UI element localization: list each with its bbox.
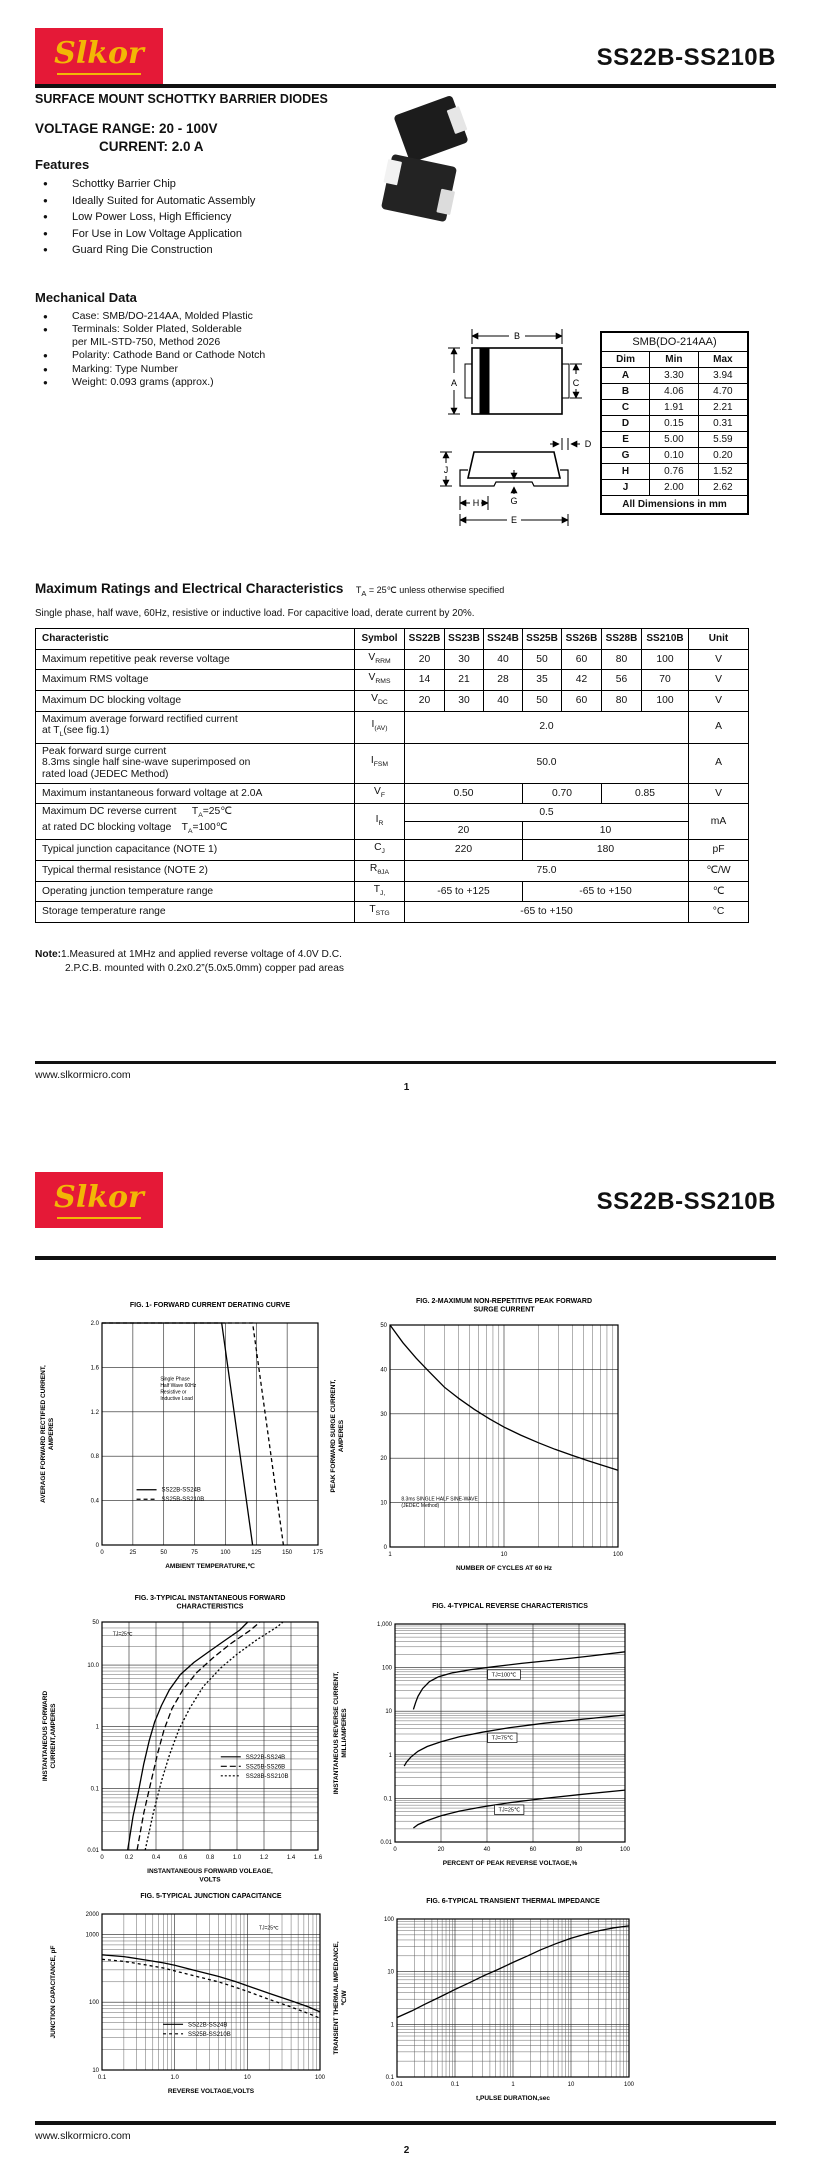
ratings-cell: 0.85 xyxy=(602,783,689,804)
ratings-cell: 70 xyxy=(642,670,689,691)
svg-text:TJ=100℃: TJ=100℃ xyxy=(491,1672,517,1679)
ratings-cell: Maximum DC blocking voltage xyxy=(36,690,355,711)
note-2: 2.P.C.B. mounted with 0.2x0.2”(5.0x5.0mm) copper pad areas xyxy=(65,963,344,974)
svg-text:50: 50 xyxy=(380,1323,387,1329)
dim-col-header: Min xyxy=(650,352,699,368)
svg-text:50: 50 xyxy=(92,1620,99,1626)
mechanical-data-list xyxy=(38,310,368,390)
ratings-cell: 180 xyxy=(523,840,689,861)
svg-text:8.3ms SINGLE HALF SINE-WAVE: 8.3ms SINGLE HALF SINE-WAVE xyxy=(401,1496,478,1503)
ratings-cell: Maximum RMS voltage xyxy=(36,670,355,691)
svg-text:0.01: 0.01 xyxy=(380,1840,392,1846)
svg-text:50: 50 xyxy=(160,1550,168,1556)
ratings-row xyxy=(36,690,749,711)
svg-text:100: 100 xyxy=(619,1847,631,1853)
note-1: 1.Measured at 1MHz and applied reverse voltage of 4.0V D.C. xyxy=(61,949,342,960)
ratings-cell: $V_F$ xyxy=(355,783,405,804)
svg-text:0.1: 0.1 xyxy=(90,1786,99,1793)
svg-text:INSTANTANEOUS FORWARD VOLEAGE,: INSTANTANEOUS FORWARD VOLEAGE, xyxy=(147,1868,273,1875)
svg-text:20: 20 xyxy=(437,1847,445,1853)
ratings-cell: 30 xyxy=(445,690,484,711)
svg-text:1,000: 1,000 xyxy=(376,1622,392,1628)
ratings-col-header: SS22B xyxy=(405,629,445,650)
svg-text:SS25B-SS26B: SS25B-SS26B xyxy=(245,1764,286,1771)
svg-text:125: 125 xyxy=(251,1550,262,1556)
svg-text:0: 0 xyxy=(393,1847,397,1853)
svg-text:0.01: 0.01 xyxy=(391,2082,403,2088)
svg-text:1.4: 1.4 xyxy=(286,1855,296,1861)
fig3-chart xyxy=(42,1590,330,1906)
dim-label-a: A xyxy=(450,378,458,388)
svg-text:CHARACTERISTICS: CHARACTERISTICS xyxy=(176,1603,244,1611)
ratings-cell: 35 xyxy=(523,670,562,691)
fig1-forward-current-derating-curve xyxy=(40,1297,328,1600)
svg-text:1: 1 xyxy=(511,2082,515,2088)
svg-text:AVERAGE FORWARD RECTIFIED CURR: AVERAGE FORWARD RECTIFIED CURRENT,AMPERES xyxy=(40,1365,55,1503)
svg-text:INSTANTANEOUS FORWARDCURRENT,A: INSTANTANEOUS FORWARDCURRENT,AMPERES xyxy=(42,1690,57,1782)
svg-text:INSTANTANEOUS REVERSE CURRENT,: INSTANTANEOUS REVERSE CURRENT,MILLIAMPERES xyxy=(333,1671,348,1795)
svg-text:Single Phase: Single Phase xyxy=(160,1376,190,1383)
ratings-cell: 10 xyxy=(523,822,689,840)
ratings-cell: Maximum DC reverse current $T_A=25℃$ at rated DC blocking voltage $T_A=100℃$ xyxy=(36,804,355,840)
svg-text:1: 1 xyxy=(95,1724,99,1731)
ratings-cell: $V_{RMS}$ xyxy=(355,670,405,691)
svg-text:AMBIENT TEMPERATURE,℃: AMBIENT TEMPERATURE,℃ xyxy=(165,1563,255,1570)
ratings-cell: 80 xyxy=(602,690,642,711)
svg-text:0.8: 0.8 xyxy=(90,1454,99,1461)
ratings-cell: mA xyxy=(689,804,749,840)
dimensions-table xyxy=(600,331,749,515)
svg-text:0.4: 0.4 xyxy=(90,1498,99,1505)
svg-text:2.0: 2.0 xyxy=(90,1321,99,1327)
dim-table-title: SMB(DO-214AA) xyxy=(601,332,748,352)
svg-text:0.01: 0.01 xyxy=(87,1848,99,1854)
svg-text:100: 100 xyxy=(612,1552,624,1558)
dim-row: E 5.00 5.59 xyxy=(601,432,748,448)
dim-row: B 4.06 4.70 xyxy=(601,384,748,400)
doc-subtitle: SURFACE MOUNT SCHOTTKY BARRIER DIODES xyxy=(35,92,328,106)
ratings-cell: 30 xyxy=(445,649,484,670)
svg-text:1.6: 1.6 xyxy=(90,1365,99,1372)
ratings-cell: 60 xyxy=(562,690,602,711)
ratings-cell: Typical junction capacitance (NOTE 1) xyxy=(36,840,355,861)
svg-text:10: 10 xyxy=(385,1709,392,1716)
ratings-cell: 40 xyxy=(484,649,523,670)
svg-text:SS22B-SS24B: SS22B-SS24B xyxy=(245,1754,286,1761)
dim-label-c: C xyxy=(572,378,580,388)
ratings-cell: $I_R$ xyxy=(355,804,405,840)
page-title: SS22B-SS210B xyxy=(596,1188,776,1215)
dim-label-g: G xyxy=(510,496,518,506)
ratings-col-header: SS210B xyxy=(642,629,689,650)
fig2-peak-forward-surge-current xyxy=(330,1293,632,1600)
svg-text:TJ=25℃: TJ=25℃ xyxy=(258,1925,279,1932)
svg-text:TRANSIENT THERMAL IMPEDANCE,℃/: TRANSIENT THERMAL IMPEDANCE,℃/W xyxy=(333,1941,348,2055)
ratings-cell: 56 xyxy=(602,670,642,691)
ratings-cell: 0.5 xyxy=(405,804,689,822)
svg-text:0.8: 0.8 xyxy=(205,1855,215,1861)
ratings-subnote: Single phase, half wave, 60Hz, resistive or inductive load. For capacitive load, derate current by 20%. xyxy=(35,608,475,619)
page2-footer-rule xyxy=(35,2121,776,2125)
svg-text:10.0: 10.0 xyxy=(87,1663,99,1670)
svg-text:SS25B-SS210B: SS25B-SS210B xyxy=(188,2031,231,2038)
svg-text:100: 100 xyxy=(623,2082,635,2088)
svg-text:Half Wave 60Hz: Half Wave 60Hz xyxy=(160,1383,197,1390)
bullet-item: ● Case: SMB/DO-214AA, Molded Plastic xyxy=(38,310,368,323)
ratings-cell: °C xyxy=(689,902,749,923)
svg-text:10: 10 xyxy=(243,2075,251,2081)
svg-text:10: 10 xyxy=(380,1500,387,1507)
dim-row: J 2.00 2.62 xyxy=(601,480,748,496)
svg-text:100: 100 xyxy=(383,1917,394,1923)
ratings-col-header: SS25B xyxy=(523,629,562,650)
svg-text:0.1: 0.1 xyxy=(450,2082,460,2088)
page1-number: 1 xyxy=(403,1082,410,1093)
ratings-cell: 60 xyxy=(562,649,602,670)
svg-text:0: 0 xyxy=(100,1550,104,1556)
dim-row: A 3.30 3.94 xyxy=(601,368,748,384)
logo-underline xyxy=(57,1217,141,1219)
svg-text:PERCENT OF PEAK REVERSE VOLTAG: PERCENT OF PEAK REVERSE VOLTAGE,% xyxy=(442,1860,578,1867)
page2-header-rule xyxy=(35,1256,776,1260)
features-list xyxy=(38,178,358,261)
ratings-col-header: SS24B xyxy=(484,629,523,650)
dim-row: H 0.76 1.52 xyxy=(601,464,748,480)
svg-text:10: 10 xyxy=(567,2082,575,2088)
svg-text:1: 1 xyxy=(388,1552,392,1558)
ratings-cell: -65 to +150 xyxy=(405,902,689,923)
svg-text:30: 30 xyxy=(380,1411,387,1418)
ratings-cell: $V_{DC}$ xyxy=(355,690,405,711)
ratings-cell: 14 xyxy=(405,670,445,691)
ratings-row xyxy=(36,670,749,691)
ratings-cell: $I_{(AV)}$ xyxy=(355,711,405,743)
svg-text:0.1: 0.1 xyxy=(383,1796,392,1803)
ratings-cell: A xyxy=(689,711,749,743)
bullet-item: ● Weight: 0.093 grams (approx.) xyxy=(38,376,368,389)
ratings-cell: $T_{J,}$ xyxy=(355,881,405,902)
page1-footer-rule xyxy=(35,1061,776,1064)
svg-text:2000: 2000 xyxy=(85,1912,99,1918)
ratings-cell: 40 xyxy=(484,690,523,711)
brand-logo xyxy=(35,1172,163,1228)
ratings-cell: 42 xyxy=(562,670,602,691)
page2-number: 2 xyxy=(403,2145,410,2156)
dim-label-b: B xyxy=(513,331,521,341)
svg-text:TJ=25℃: TJ=25℃ xyxy=(112,1631,133,1638)
ratings-cell: 75.0 xyxy=(405,861,689,882)
ratings-cell: Operating junction temperature range xyxy=(36,881,355,902)
brand-logo xyxy=(35,28,163,84)
ratings-cell: 100 xyxy=(642,690,689,711)
ratings-cell: ℃ xyxy=(689,881,749,902)
svg-text:100: 100 xyxy=(88,2000,99,2007)
ratings-cell: Typical thermal resistance (NOTE 2) xyxy=(36,861,355,882)
ratings-cell: 0.50 xyxy=(405,783,523,804)
features-heading: Features xyxy=(35,157,90,172)
ratings-cell: Maximum average forward rectified current at $T_L(see$ fig.1) xyxy=(36,711,355,743)
dim-label-j: J xyxy=(443,465,449,475)
svg-text:FIG. 2-MAXIMUM NON-REPETITIVE: FIG. 2-MAXIMUM NON-REPETITIVE PEAK FORWARD xyxy=(415,1298,593,1305)
ratings-cell: 50 xyxy=(523,649,562,670)
mechanical-data-heading: Mechanical Data xyxy=(35,290,137,305)
fig2-chart xyxy=(330,1293,632,1595)
svg-text:SS25B-SS210B: SS25B-SS210B xyxy=(161,1497,205,1504)
svg-text:1: 1 xyxy=(388,1752,392,1759)
svg-text:Resistive or: Resistive or xyxy=(160,1389,187,1396)
svg-text:100: 100 xyxy=(220,1550,231,1556)
svg-text:10: 10 xyxy=(500,1552,508,1558)
ratings-cell: -65 to +125 xyxy=(405,881,523,902)
svg-text:1: 1 xyxy=(390,2022,394,2029)
ratings-cell: 80 xyxy=(602,649,642,670)
svg-text:VOLTS: VOLTS xyxy=(199,1876,221,1884)
diode-package-top xyxy=(393,95,468,163)
ratings-cell: Maximum repetitive peak reverse voltage xyxy=(36,649,355,670)
ratings-cell: pF xyxy=(689,840,749,861)
ratings-row xyxy=(36,649,749,670)
package-terminal xyxy=(383,159,402,185)
ratings-cell: -65 to +150 xyxy=(523,881,689,902)
svg-text:0.2: 0.2 xyxy=(124,1855,134,1861)
svg-text:SS28B-SS210B: SS28B-SS210B xyxy=(245,1773,289,1780)
fig4-reverse-characteristics xyxy=(333,1598,637,1895)
fig6-chart xyxy=(333,1893,641,2123)
svg-text:80: 80 xyxy=(575,1847,583,1853)
dim-row: G 0.10 0.20 xyxy=(601,448,748,464)
ratings-heading xyxy=(35,580,504,598)
ratings-cell: $V_{RRM}$ xyxy=(355,649,405,670)
svg-text:0.6: 0.6 xyxy=(178,1855,188,1861)
svg-text:40: 40 xyxy=(483,1847,491,1853)
footer-url: www.slkormicro.com xyxy=(35,1069,131,1081)
svg-text:t,PULSE DURATION,sec: t,PULSE DURATION,sec xyxy=(476,2095,550,2102)
ratings-col-header: SS23B xyxy=(445,629,484,650)
ratings-row xyxy=(36,902,749,923)
brand-logo-text: Slkor xyxy=(54,1180,144,1215)
bullet-item: ● Terminals: Solder Plated, Solderable per MIL-STD-750, Method 2026 xyxy=(38,323,368,348)
ratings-cell: 28 xyxy=(484,670,523,691)
ratings-col-header: Unit xyxy=(689,629,749,650)
header-rule xyxy=(35,84,776,88)
ratings-cell: 2.0 xyxy=(405,711,689,743)
ratings-cell: $T_{STG}$ xyxy=(355,902,405,923)
dim-label-d: D xyxy=(584,439,592,449)
svg-text:SURGE CURRENT: SURGE CURRENT xyxy=(473,1306,535,1314)
ratings-row xyxy=(36,743,749,783)
ratings-row xyxy=(36,840,749,861)
svg-text:10: 10 xyxy=(92,2068,99,2074)
bullet-item: ● Low Power Loss, High Efficiency xyxy=(38,211,358,223)
svg-text:(JEDEC Method): (JEDEC Method) xyxy=(401,1502,440,1509)
voltage-range: VOLTAGE RANGE: 20 - 100V xyxy=(35,121,218,136)
ratings-row xyxy=(36,861,749,882)
ratings-cell: V xyxy=(689,649,749,670)
package-dimensions-diagram xyxy=(410,320,600,565)
ratings-heading-text: Maximum Ratings and Electrical Characteristics xyxy=(35,581,344,596)
ratings-cell: 20 xyxy=(405,690,445,711)
svg-text:SS22B-SS24B: SS22B-SS24B xyxy=(188,2022,228,2029)
ratings-cell: Maximum instantaneous forward voltage at 2.0A xyxy=(36,783,355,804)
svg-text:0.4: 0.4 xyxy=(151,1855,161,1861)
ratings-notes xyxy=(35,948,344,976)
page-title: SS22B-SS210B xyxy=(596,44,776,71)
svg-text:1.2: 1.2 xyxy=(90,1409,99,1416)
svg-text:FIG. 4-TYPICAL REVERSE CHARACT: FIG. 4-TYPICAL REVERSE CHARACTERISTICS xyxy=(432,1603,588,1610)
product-photo xyxy=(378,98,488,243)
current-spec: CURRENT: 2.0 A xyxy=(99,139,204,154)
fig6-transient-thermal-impedance xyxy=(333,1893,641,2128)
ratings-row xyxy=(36,783,749,804)
svg-text:1000: 1000 xyxy=(85,1932,99,1939)
ratings-col-header: Characteristic xyxy=(36,629,355,650)
logo-underline xyxy=(57,73,141,75)
svg-text:REVERSE VOLTAGE,VOLTS: REVERSE VOLTAGE,VOLTS xyxy=(167,2088,255,2095)
fig1-chart xyxy=(40,1297,328,1595)
svg-text:PEAK FORWARD SURGE CURRENT,AM: PEAK FORWARD SURGE CURRENT,AMPERES xyxy=(330,1379,345,1493)
svg-text:0: 0 xyxy=(100,1855,104,1861)
svg-text:NUMBER OF CYCLES AT 60 Hz: NUMBER OF CYCLES AT 60 Hz xyxy=(455,1565,553,1572)
ratings-cell: 50.0 xyxy=(405,743,689,783)
bullet-item: ● Ideally Suited for Automatic Assembly xyxy=(38,195,358,207)
svg-text:FIG. 5-TYPICAL JUNCTION CAPACI: FIG. 5-TYPICAL JUNCTION CAPACITANCE xyxy=(140,1893,282,1900)
dim-col-header: Max xyxy=(698,352,748,368)
ratings-col-header: SS26B xyxy=(562,629,602,650)
ratings-cell: 50 xyxy=(523,690,562,711)
svg-text:20: 20 xyxy=(380,1456,387,1463)
brand-logo-text: Slkor xyxy=(54,36,144,71)
ratings-cell: V xyxy=(689,670,749,691)
package-terminal xyxy=(436,189,455,215)
svg-text:TJ=25℃: TJ=25℃ xyxy=(498,1807,521,1814)
svg-text:25: 25 xyxy=(129,1550,137,1556)
svg-text:175: 175 xyxy=(312,1550,324,1556)
ratings-cell: ℃/W xyxy=(689,861,749,882)
ratings-row xyxy=(36,711,749,743)
ratings-cell: 220 xyxy=(405,840,523,861)
svg-text:0.1: 0.1 xyxy=(385,2075,394,2081)
ratings-heading-note: $T_A$ = 25℃ unless otherwise specified xyxy=(355,585,505,598)
ratings-cell: 20 xyxy=(405,822,523,840)
note-label: Note: xyxy=(35,949,62,960)
ratings-cell: $C_J$ xyxy=(355,840,405,861)
fig5-junction-capacitance xyxy=(42,1888,330,2121)
svg-text:Inductive Load: Inductive Load xyxy=(160,1396,193,1403)
svg-text:SS22B-SS24B: SS22B-SS24B xyxy=(161,1487,201,1494)
svg-text:100: 100 xyxy=(381,1665,392,1672)
dim-row: C 1.91 2.21 xyxy=(601,400,748,416)
fig4-chart xyxy=(333,1598,637,1890)
dim-col-header: Dim xyxy=(601,352,650,368)
svg-text:0.1: 0.1 xyxy=(97,2075,107,2081)
package-terminal xyxy=(447,106,468,134)
svg-text:60: 60 xyxy=(529,1847,537,1853)
ratings-col-header: SS28B xyxy=(602,629,642,650)
ratings-cell: Peak forward surge current 8.3ms single half sine-wave superimposed on rated load (JEDEC Method) xyxy=(36,743,355,783)
svg-text:1.0: 1.0 xyxy=(170,2075,179,2081)
svg-text:1.2: 1.2 xyxy=(259,1855,269,1861)
ratings-cell: V xyxy=(689,690,749,711)
ratings-cell: 21 xyxy=(445,670,484,691)
svg-text:150: 150 xyxy=(282,1550,293,1556)
bullet-item: ● Schottky Barrier Chip xyxy=(38,178,358,190)
diode-package-bottom xyxy=(381,154,457,222)
svg-text:1.6: 1.6 xyxy=(313,1855,323,1861)
ratings-table xyxy=(35,628,749,923)
ratings-cell: V xyxy=(689,783,749,804)
svg-text:FIG. 6-TYPICAL TRANSIENT THERM: FIG. 6-TYPICAL TRANSIENT THERMAL IMPEDANCE xyxy=(426,1898,600,1905)
bullet-item: ● Marking: Type Number xyxy=(38,363,368,376)
svg-text:FIG. 1- FORWARD CURRENT DERATI: FIG. 1- FORWARD CURRENT DERATING CURVE xyxy=(129,1302,291,1309)
ratings-cell: 0.70 xyxy=(523,783,602,804)
ratings-row xyxy=(36,881,749,902)
fig5-chart xyxy=(42,1888,330,2116)
fig3-instantaneous-forward-characteristics xyxy=(42,1590,330,1911)
svg-text:TJ=75℃: TJ=75℃ xyxy=(491,1735,514,1742)
bullet-item: ● For Use in Low Voltage Application xyxy=(38,228,358,240)
svg-text:40: 40 xyxy=(380,1367,387,1374)
svg-text:75: 75 xyxy=(191,1550,198,1556)
svg-text:1.0: 1.0 xyxy=(232,1855,242,1861)
svg-text:10: 10 xyxy=(387,1969,394,1976)
dim-row: D 0.15 0.31 xyxy=(601,416,748,432)
svg-text:100: 100 xyxy=(314,2075,326,2081)
dim-label-h: H xyxy=(472,498,480,508)
svg-text:0: 0 xyxy=(95,1543,99,1549)
svg-text:FIG. 3-TYPICAL INSTANTANEOUS F: FIG. 3-TYPICAL INSTANTANEOUS FORWARD xyxy=(134,1595,286,1602)
svg-text:0: 0 xyxy=(383,1545,387,1551)
ratings-cell: $I_{FSM}$ xyxy=(355,743,405,783)
dim-table-footer: All Dimensions in mm xyxy=(601,496,748,515)
ratings-cell: Storage temperature range xyxy=(36,902,355,923)
ratings-row xyxy=(36,804,749,822)
ratings-cell: $R_{\theta JA}$ xyxy=(355,861,405,882)
ratings-col-header: Symbol xyxy=(355,629,405,650)
bullet-item: ● Guard Ring Die Construction xyxy=(38,244,358,256)
ratings-cell: 100 xyxy=(642,649,689,670)
ratings-cell: A xyxy=(689,743,749,783)
dim-label-e: E xyxy=(510,515,518,525)
bullet-item: ● Polarity: Cathode Band or Cathode Notch xyxy=(38,349,368,362)
footer-url: www.slkormicro.com xyxy=(35,2130,131,2142)
svg-text:JUNCTION CAPACITANCE, pF: JUNCTION CAPACITANCE, pF xyxy=(50,1945,57,2039)
ratings-cell: 20 xyxy=(405,649,445,670)
